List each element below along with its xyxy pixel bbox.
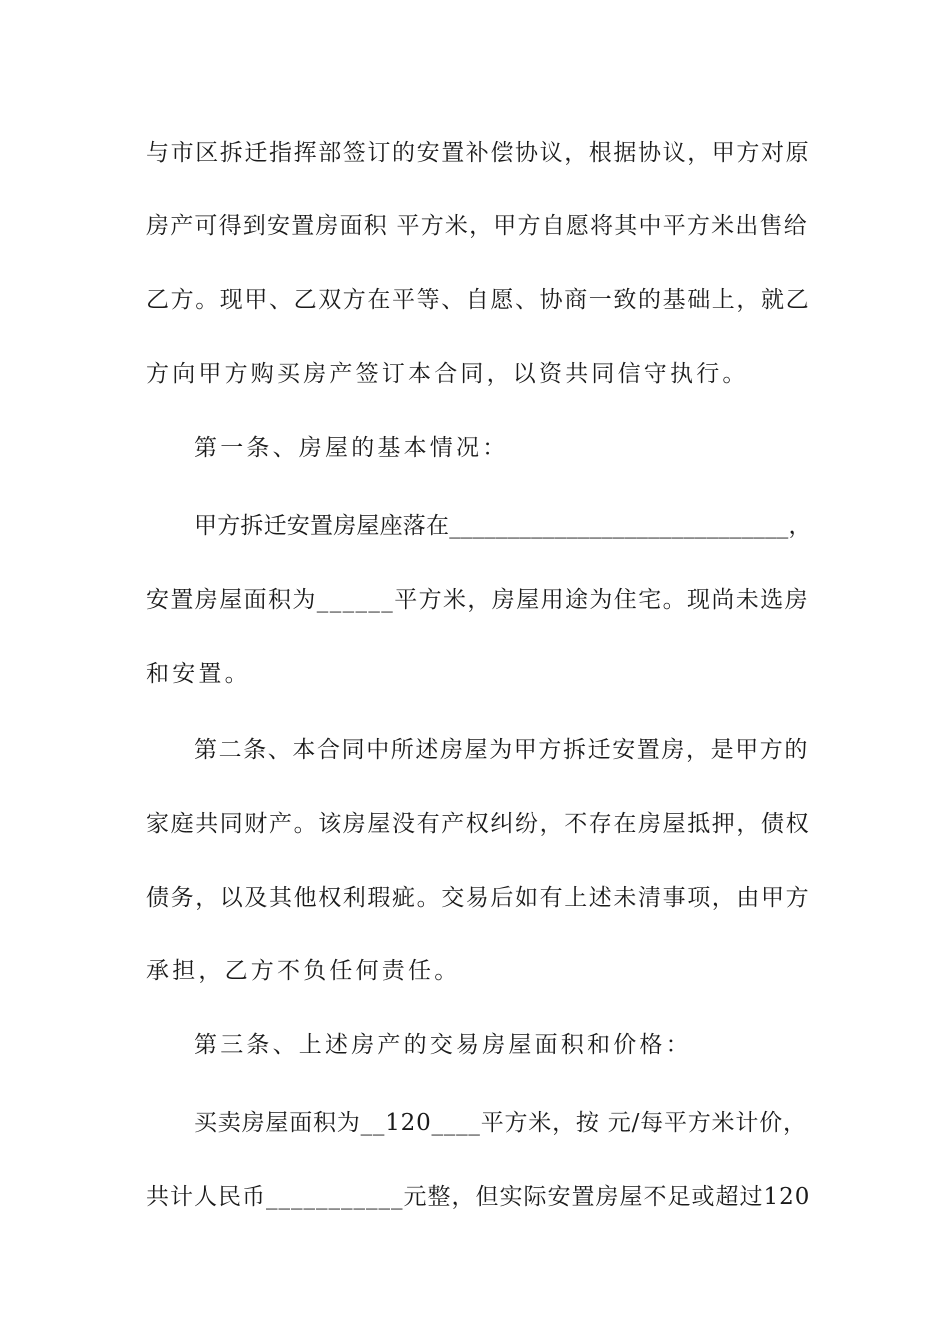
text-line: 共计人民币___________元整，但实际安置房屋不足或超过120	[146, 1184, 811, 1210]
text-line: 甲方拆迁安置房屋座落在_____________________________，	[194, 513, 812, 539]
text-line: 房产可得到安置房面积 平方米，甲方自愿将其中平方米出售给	[146, 213, 808, 239]
text-line: 安置房屋面积为______平方米，房屋用途为住宅。现尚未选房	[146, 587, 809, 613]
text-line: 家庭共同财产。该房屋没有产权纠纷，不存在房屋抵押，债权	[146, 811, 811, 837]
text-line: 和安置。	[146, 661, 251, 687]
text-line: 与市区拆迁指挥部签订的安置补偿协议，根据协议，甲方对原	[146, 140, 811, 166]
text-line: 债务，以及其他权利瑕疵。交易后如有上述未清事项，由甲方	[146, 885, 811, 911]
text-line: 乙方。现甲、乙双方在平等、自愿、协商一致的基础上，就乙	[146, 287, 811, 313]
text-line: 方向甲方购买房产签订本合同，以资共同信守执行。	[146, 361, 749, 387]
text-line: 承担，乙方不负任何责任。	[146, 958, 461, 984]
section-heading: 第一条、房屋的基本情况：	[194, 435, 509, 461]
text-line: 第二条、本合同中所述房屋为甲方拆迁安置房，是甲方的	[194, 737, 809, 763]
section-heading: 第三条、上述房产的交易房屋面积和价格：	[194, 1032, 692, 1058]
text-line: 买卖房屋面积为__120____平方米，按 元/每平方米计价，	[194, 1110, 807, 1136]
